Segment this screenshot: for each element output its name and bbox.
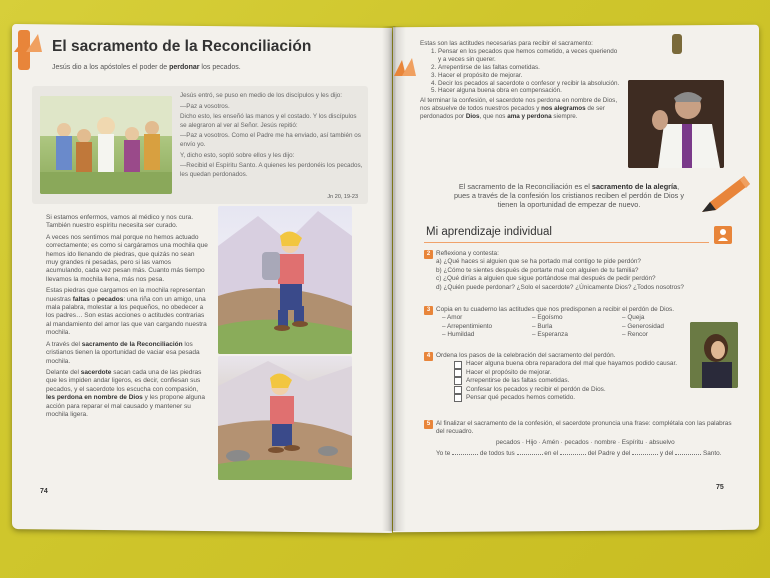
jesus-apostles-illustration (40, 96, 172, 194)
exercise-4: Ordena los pasos de la celebración del sacramento del perdón. Hacer alguna buena obra reparadora del mal que hayamos podido causar. Hacer el propósito de mejorar. Arrepentirse de las faltas cometidas. Confesar los pecados y recibir el perdón de Dios. Pensar qué pecados hemos cometido. (436, 352, 686, 402)
attitudes-word-grid: – Amor – Egoísmo – Queja – Arrepentimiento – Burla – Generosidad – Humildad – Esperanza – Rencor (442, 314, 664, 339)
checkbox[interactable] (454, 394, 462, 402)
page-title: El sacramento de la Reconciliación (52, 38, 312, 55)
gospel-quote-text: Jesús entró, se puso en medio de los discípulos y les dijo: —Paz a vosotros. Dicho esto, les enseñó las manos y el costado. Y los discípulos se alegraron al ver al Señor. Jesús repitió: —Paz a vosotros. Como el Padre me ha enviado, así también os envío yo. Y, dicho esto, sopló sobre ellos y les dijo: —Recibid el Espíritu Santo. A quienes les perdonéis los pecados, les quedan perdonados. (180, 92, 363, 178)
priest-blessing-photo (628, 80, 724, 168)
word-box: pecados · Hijo · Amén · pecados · nombre · Espíritu · absuelvo (496, 438, 675, 446)
gospel-quote-box (32, 86, 368, 204)
key-message: El sacramento de la Reconciliación es el sacramento de la alegría, pues a través de la confesión los cristianos reciben el perdón de Dios y tienen la oportunidad de empezar de nuevo. (454, 182, 684, 209)
left-page-number: 74 (40, 488, 48, 495)
order-step[interactable]: Arrepentirse de las faltas cometidas. (454, 377, 686, 385)
exercise-2: Reflexiona y contesta: a) ¿Qué haces si alguien que se ha portado mal contigo te pide perdón? b) ¿Cómo te sientes después de portarte mal con alguien de tu familia? c) ¿Qué dirías a alguien que sigue portándose mal después de pedir perdón? d) ¿Quién puede perdonar? ¿Solo el sacerdote? ¿Únicamente Dios? ¿Todos nosotros? (436, 250, 684, 291)
person-icon (714, 226, 732, 244)
order-step[interactable]: Confesar los pecados y recibir el perdón de Dios. (454, 386, 686, 394)
book-spine-gutter (382, 26, 406, 531)
fill-in-sentence: Yo te de todos tus en el del Padre y del y del Santo. (436, 450, 722, 458)
orange-corner-logo-right (392, 56, 418, 78)
exercise-2-number: 2 (424, 250, 433, 259)
section-title: Mi aprendizaje individual (426, 226, 552, 238)
order-step[interactable]: Pensar qué pecados hemos cometido. (454, 394, 686, 402)
blank-field[interactable] (517, 454, 543, 455)
exercise-3: Copia en tu cuaderno las actitudes que nos predisponen a recibir el perdón de Dios. – Amor – Egoísmo – Queja – Arrepentimiento – Burla – Generosidad – Humildad – Esperanza – Rencor (436, 306, 726, 340)
girl-hiking-backpack-illustration (218, 206, 352, 354)
quote-reference: Jn 20, 19-23 (327, 194, 358, 200)
exercise-3-number: 3 (424, 306, 433, 315)
blank-field[interactable] (632, 454, 658, 455)
checkbox[interactable] (454, 386, 462, 394)
checkbox[interactable] (454, 361, 462, 369)
blank-field[interactable] (560, 454, 586, 455)
attitudes-intro: Estas son las actitudes necesarias para recibir el sacramento: 1. Pensar en los pecados que hemos cometido, a veces queriendo y a veces sin querer. 2. Arrepentirse de las faltas cometidas. 3. Hacer el propósito de mejorar. 4. Decir los pecados al sacerdote o confesor y recibir la absolución. 5. Hacer alguna buena obra en compensación. Al terminar la confesión, el sacerdote nos perdona en nombre de Dios, nos absuelve de todos nuestros pecados y nos alegramos de ser perdonados por Dios, que nos ama y perdona siempre. (420, 40, 620, 121)
order-step[interactable]: Hacer alguna buena obra reparadora del mal que hayamos podido causar. (454, 360, 686, 368)
exercise-4-number: 4 (424, 352, 433, 361)
exercise-5: Al finalizar el sacramento de la confesión, el sacerdote pronuncia una frase: complétala con las palabras del recuadro. pecados · Hijo · Amén · pecados · nombre · Espíritu · absuelvo Yo te de todos tus en el del Padre y del y del Santo. (436, 420, 736, 459)
right-page-number: 75 (716, 484, 724, 491)
order-step[interactable]: Hacer el propósito de mejorar. (454, 369, 686, 377)
child-praying-photo (690, 322, 738, 388)
exercise-5-number: 5 (424, 420, 433, 429)
attitudes-list: 1. Pensar en los pecados que hemos cometido, a veces queriendo y a veces sin querer. 2. Arrepentirse de las faltas cometidas. 3. Hacer el propósito de mejorar. 4. Decir los pecados al sacerdote o confesor y recibir la absolución. 5. Hacer alguna buena obra en compensación. (420, 48, 620, 95)
blank-field[interactable] (452, 454, 478, 455)
checkbox[interactable] (454, 369, 462, 377)
orange-corner-logo (12, 32, 46, 54)
girl-climbing-rocks-illustration (218, 356, 352, 480)
right-bookmark-tab (672, 34, 682, 54)
checkbox[interactable] (454, 377, 462, 385)
left-body-text: Si estamos enfermos, vamos al médico y nos cura. También nuestro espíritu necesita ser curado. A veces nos sentimos mal porque no hemos actuado correctamente; es como si cargáramos una mochila que hemos ido llenando de piedras, que quizás no sean muy grandes ni pesadas, pero si las vamos acumulando, cada vez pesan más. Cuanto más tiempo llevamos la mochila llena, más nos pesa. Estas piedras que cargamos en la mochila representan nuestras faltas o pecados: una riña con un amigo, una mala palabra, molestar a los pequeños, no obedecer a los padres… Son estas acciones o actitudes contrarias al mandamiento del amor las que van cargando nuestra mochila. A través del sacramento de la Reconciliación los cristianos tienen la oportunidad de vaciar esa pesada mochila. Delante del sacerdote sacan cada una de las piedras que les impiden andar ligeros, es decir, confiesan sus pecados, y el sacerdote los escucha con compasión, les perdona en nombre de Dios y les propone alguna acción para reparar el mal causado y mantener su mochila ligera. (46, 214, 208, 418)
blank-field[interactable] (675, 454, 701, 455)
orange-pencil-icon (700, 172, 752, 216)
section-divider (424, 242, 709, 243)
page-subtitle: Jesús dio a los apóstoles el poder de perdonar los pecados. (52, 64, 241, 71)
